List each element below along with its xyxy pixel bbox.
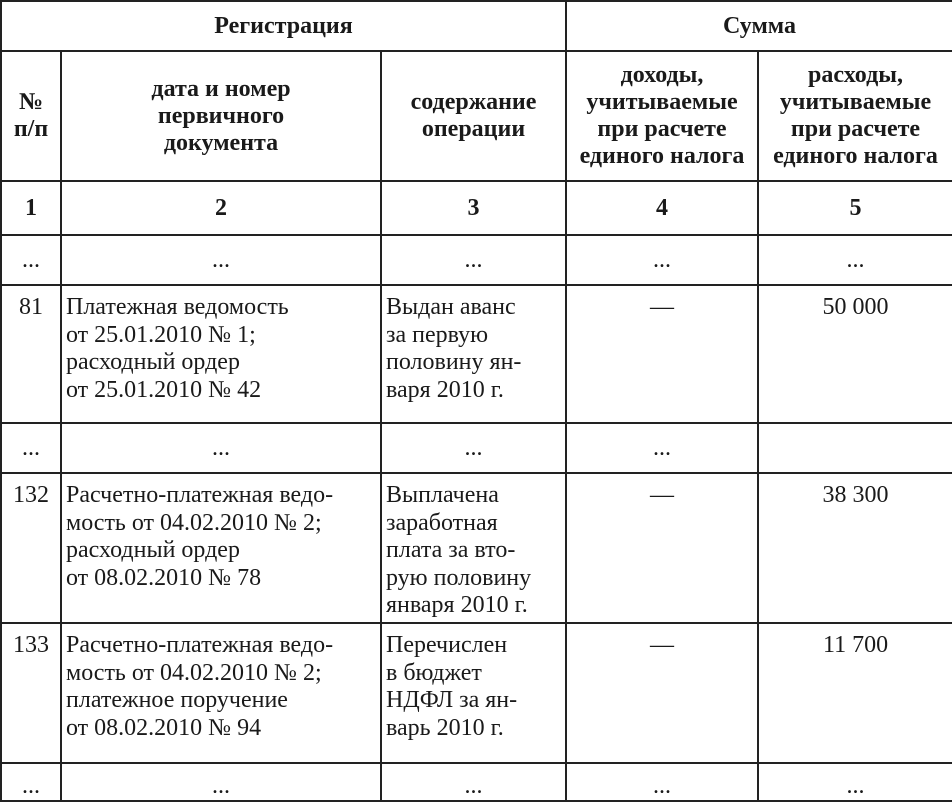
col-content-header: содержание операции [381, 51, 566, 181]
expense-cell: 11 700 [758, 623, 952, 763]
ellipsis-empty [758, 423, 952, 473]
ellipsis: ... [1, 763, 61, 801]
ellipsis: ... [381, 763, 566, 801]
ellipsis: ... [61, 423, 381, 473]
ellipsis: ... [1, 235, 61, 285]
ellipsis-row [1, 763, 952, 801]
col-doc-header: дата и номер первичного документа [61, 51, 381, 181]
table-row [1, 623, 952, 763]
table-row [1, 285, 952, 423]
expense-cell: 50 000 [758, 285, 952, 423]
column-number: 2 [61, 181, 381, 235]
document-cell: Платежная ведомость от 25.01.2010 № 1; расходный ордер от 25.01.2010 № 42 [61, 285, 381, 423]
ellipsis: ... [61, 763, 381, 801]
income-cell: — [566, 285, 758, 423]
ellipsis: ... [61, 235, 381, 285]
content-cell: Выплачена заработная плата за вто- рую половину января 2010 г. [381, 473, 566, 623]
ellipsis: ... [566, 763, 758, 801]
ellipsis: ... [566, 235, 758, 285]
income-cell: — [566, 623, 758, 763]
expense-cell: 38 300 [758, 473, 952, 623]
ellipsis-row [1, 235, 952, 285]
column-number: 3 [381, 181, 566, 235]
table-row [1, 473, 952, 623]
column-number: 1 [1, 181, 61, 235]
document-cell: Расчетно-платежная ведо- мость от 04.02.2010 № 2; платежное поручение от 08.02.2010 № 94 [61, 623, 381, 763]
ellipsis: ... [1, 423, 61, 473]
col-income-header: доходы, учитываемые при расчете единого налога [566, 51, 758, 181]
content-cell: Выдан аванс за первую половину ян- варя 2010 г. [381, 285, 566, 423]
row-number: 81 [1, 285, 61, 423]
registration-header: Регистрация [1, 1, 566, 51]
header-row-top [1, 1, 952, 51]
sum-header: Сумма [566, 1, 952, 51]
header-row-columns [1, 51, 952, 181]
column-number: 5 [758, 181, 952, 235]
row-number: 133 [1, 623, 61, 763]
document-cell: Расчетно-платежная ведо- мость от 04.02.2010 № 2; расходный ордер от 08.02.2010 № 78 [61, 473, 381, 623]
column-number: 4 [566, 181, 758, 235]
income-cell: — [566, 473, 758, 623]
ellipsis: ... [566, 423, 758, 473]
content-cell: Перечислен в бюджет НДФЛ за ян- варь 2010 г. [381, 623, 566, 763]
row-number: 132 [1, 473, 61, 623]
ellipsis: ... [758, 763, 952, 801]
col-expense-header: расходы, учитываемые при расчете единого налога [758, 51, 952, 181]
ellipsis: ... [381, 235, 566, 285]
ellipsis: ... [758, 235, 952, 285]
ellipsis: ... [381, 423, 566, 473]
column-number-row [1, 181, 952, 235]
ellipsis-row [1, 423, 952, 473]
col-num-header: № п/п [1, 51, 61, 181]
